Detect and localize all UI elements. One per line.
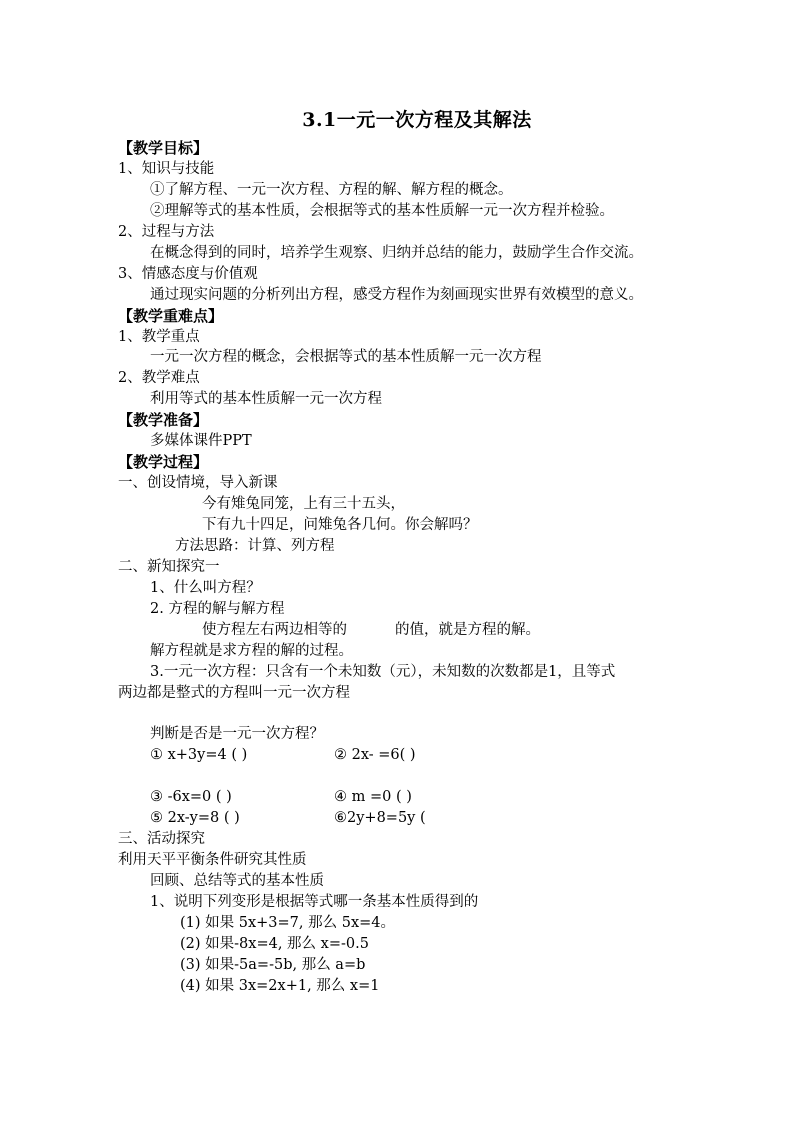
preparation-heading: 【教学准备】	[118, 411, 209, 429]
teaching-process-heading: 【教学过程】	[118, 453, 209, 471]
document-title: 3.1一元一次方程及其解法	[302, 109, 532, 131]
judge-item-4: ④ m =0 ( )	[334, 789, 412, 805]
solution-definition-b: 的值，就是方程的解。	[395, 622, 540, 638]
riddle-line-1: 今有雉兔同笼，上有三十五头，	[202, 496, 405, 512]
attitude-heading: 3、情感态度与价值观	[118, 266, 258, 282]
solution-definition-a: 使方程左右两边相等的	[202, 622, 347, 638]
knowledge-item-2: ②理解等式的基本性质，会根据等式的基本性质解一元一次方程并检验。	[150, 203, 614, 219]
solution-definition	[202, 620, 540, 640]
knowledge-heading: 1、知识与技能	[118, 161, 215, 177]
judge-item-5: ⑤ 2x-y=8 ( )	[150, 810, 240, 826]
question-2: 2. 方程的解与解方程	[150, 601, 285, 617]
riddle-line-2: 下有九十四足，问雉兔各几何。你会解吗？	[202, 517, 478, 533]
focus-heading: 1、教学重点	[118, 329, 200, 345]
attitude-text: 通过现实问题的分析列出方程，感受方程作为刻画现实世界有效模型的意义。	[150, 287, 643, 303]
key-points-heading: 【教学重难点】	[118, 307, 224, 325]
judge-item-2: ② 2x- =6( )	[334, 747, 416, 763]
example-4: (4) 如果 3x=2x+1, 那么 x=1	[180, 978, 380, 994]
part2-heading: 二、新知探究一	[118, 559, 220, 575]
example-1: (1) 如果 5x+3=7, 那么 5x=4。	[180, 915, 396, 931]
difficulty-text: 利用等式的基本性质解一元一次方程	[150, 391, 382, 407]
balance-text: 利用天平平衡条件研究其性质	[118, 852, 307, 868]
solving-definition: 解方程就是求方程的解的过程。	[150, 643, 353, 659]
process-method-heading: 2、过程与方法	[118, 224, 215, 240]
judge-item-6: ⑥2y+8=5y (	[334, 810, 426, 826]
process-method-text: 在概念得到的同时，培养学生观察、归纳并总结的能力，鼓励学生合作交流。	[150, 245, 643, 261]
linear-definition-line-1: 3.一元一次方程：只含有一个未知数（元），未知数的次数都是1，且等式	[150, 664, 616, 680]
explain-text: 1、说明下列变形是根据等式哪一条基本性质得到的	[150, 894, 479, 910]
objectives-heading: 【教学目标】	[118, 139, 209, 157]
judge-prompt: 判断是否是一元一次方程？	[150, 726, 324, 742]
difficulty-heading: 2、教学难点	[118, 370, 200, 386]
knowledge-item-1: ①了解方程、一元一次方程、方程的解、解方程的概念。	[150, 182, 513, 198]
example-2: (2) 如果-8x=4, 那么 x=-0.5	[180, 936, 369, 952]
focus-text: 一元一次方程的概念，会根据等式的基本性质解一元一次方程	[150, 349, 542, 365]
part3-heading: 三、活动探究	[118, 831, 205, 847]
example-3: (3) 如果-5a=-5b, 那么 a=b	[180, 957, 366, 973]
judge-item-3: ③ -6x=0 ( )	[150, 789, 232, 805]
part1-heading: 一、创设情境，导入新课	[118, 475, 278, 491]
review-text: 回顾、总结等式的基本性质	[150, 873, 324, 889]
linear-definition-line-2: 两边都是整式的方程叫一元一次方程	[118, 685, 350, 701]
method-text: 方法思路：计算、列方程	[175, 538, 335, 554]
question-1: 1、什么叫方程？	[150, 580, 261, 596]
preparation-text: 多媒体课件PPT	[150, 433, 252, 449]
judge-item-1: ① x+3y=4 ( )	[150, 747, 248, 763]
